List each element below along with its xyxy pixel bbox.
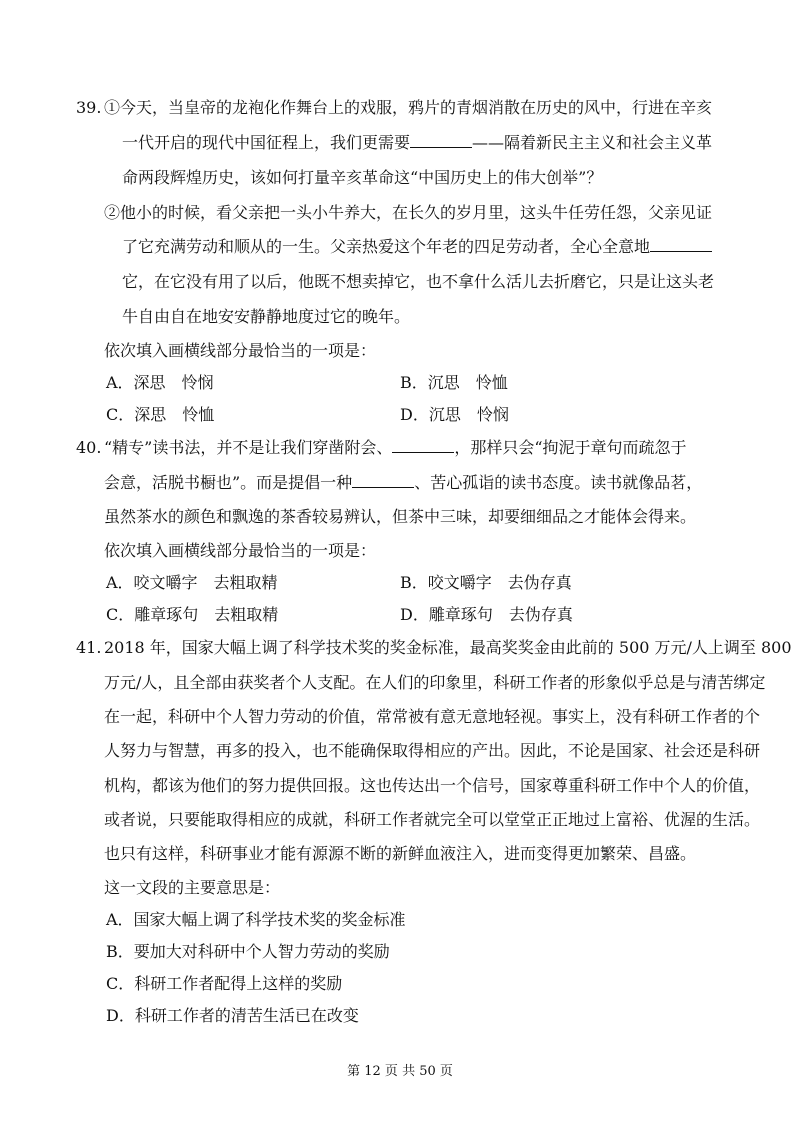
q41-option-b[interactable]: B．要加大对科研中个人智力劳动的奖励 — [106, 942, 390, 961]
q39-para2-line1: ②他小的时候，看父亲把一头小牛养大，在长久的岁月里，这头牛任劳任怨，父亲见证 — [104, 203, 713, 222]
q40-blank2 — [352, 473, 414, 488]
q40-option-c[interactable]: C．雕章琢句 去粗取精 — [106, 605, 279, 624]
q40-blank1 — [392, 438, 454, 453]
q41-line: 万元/人，且全部由获奖者个人支配。在人们的印象里，科研工作者的形象似乎总是与清苦绑定 — [104, 673, 766, 692]
q41-option-c[interactable]: C．科研工作者配得上这样的奖励 — [106, 974, 343, 993]
q39-option-d[interactable]: D．沉思 怜悯 — [400, 405, 509, 424]
q41-option-d[interactable]: D．科研工作者的清苦生活已在改变 — [106, 1006, 359, 1025]
q39-blank1 — [410, 133, 472, 148]
q40-line1-text: “精专”读书法，并不是让我们穿凿附会、 — [104, 438, 393, 457]
q40-line2-rest: 、苦心孤诣的读书态度。读书就像品茗， — [414, 473, 703, 492]
q39-option-c[interactable]: C．深思 怜恤 — [106, 405, 215, 424]
q40-number: 40. — [76, 438, 102, 457]
q40-option-a[interactable]: A．咬文嚼字 去粗取精 — [106, 573, 278, 592]
q40-prompt: 依次填入画横线部分最恰当的一项是： — [104, 541, 377, 560]
q41-line: 在一起，科研中个人智力劳动的价值，常常被有意无意地轻视。事实上，没有科研工作者的个 — [104, 707, 761, 726]
q40-line1-rest: ，那样只会“拘泥于章句而疏忽于 — [454, 438, 687, 457]
q39-para2-line4: 牛自由自在地安安静静地度过它的晚年。 — [122, 307, 411, 326]
q39-prompt: 依次填入画横线部分最恰当的一项是： — [104, 341, 377, 360]
q40-option-b[interactable]: B．咬文嚼字 去伪存真 — [400, 573, 572, 592]
q41-line: 也只有这样，科研事业才能有源源不断的新鲜血液注入，进而变得更加繁荣、昌盛。 — [104, 844, 697, 863]
q41-prompt: 这一文段的主要意思是： — [104, 878, 281, 897]
q41-line: 或者说，只要能取得相应的成就，科研工作者就完全可以堂堂正正地过上富裕、优渥的生活。 — [104, 810, 761, 829]
q39-para2-line2 — [122, 237, 712, 259]
q40-line3: 虽然茶水的颜色和飘逸的茶香较易辨认，但茶中三味，却要细细品之才能体会得来。 — [104, 507, 697, 526]
q41-line: 机构，都该为他们的努力提供回报。这也传达出一个信号，国家尊重科研工作中个人的价值， — [104, 776, 761, 795]
q39-option-a[interactable]: A．深思 怜悯 — [106, 373, 214, 392]
q41-option-a[interactable]: A．国家大幅上调了科学技术奖的奖金标准 — [106, 910, 406, 929]
page-number-footer: 第 12 页 共 50 页 — [347, 1064, 453, 1079]
q39-para1-line2-rest: ——隔着新民主主义和社会主义革 — [472, 133, 713, 152]
q39-blank2 — [650, 237, 712, 252]
q40-option-d[interactable]: D．雕章琢句 去伪存真 — [400, 605, 573, 624]
q41-number: 41. — [76, 638, 102, 657]
q39-para2-line2-text: 了它充满劳动和顺从的一生。父亲热爱这个年老的四足劳动者，全心全意地 — [122, 237, 651, 256]
q39-para2-line3: 它，在它没有用了以后，他既不想卖掉它，也不拿什么活儿去折磨它，只是让这头老 — [122, 272, 715, 291]
q39-number: 39. — [76, 98, 102, 117]
q39-option-b[interactable]: B．沉思 怜恤 — [400, 373, 508, 392]
q39-para1-line2 — [122, 133, 712, 155]
q40-line2-text: 会意，活脱书橱也”。而是提倡一种 — [104, 473, 353, 492]
q40-line2 — [104, 473, 702, 495]
q39-para1-line3: 命两段辉煌历史，该如何打量辛亥革命这“中国历史上的伟大创举”？ — [122, 168, 603, 187]
q41-line: 人努力与智慧，再多的投入，也不能确保取得相应的产出。因此，不论是国家、社会还是科研 — [104, 741, 761, 760]
q41-line: 2018 年，国家大幅上调了科学技术奖的奖金标准，最高奖奖金由此前的 500 万元/人上调至 800 — [104, 638, 792, 657]
q39-para1-line2-text: 一代开启的现代中国征程上，我们更需要 — [122, 133, 411, 152]
q40-line1 — [104, 438, 687, 460]
q39-para1-line1: ①今天，当皇帝的龙袍化作舞台上的戏服，鸦片的青烟消散在历史的风中，行进在辛亥 — [104, 98, 713, 117]
